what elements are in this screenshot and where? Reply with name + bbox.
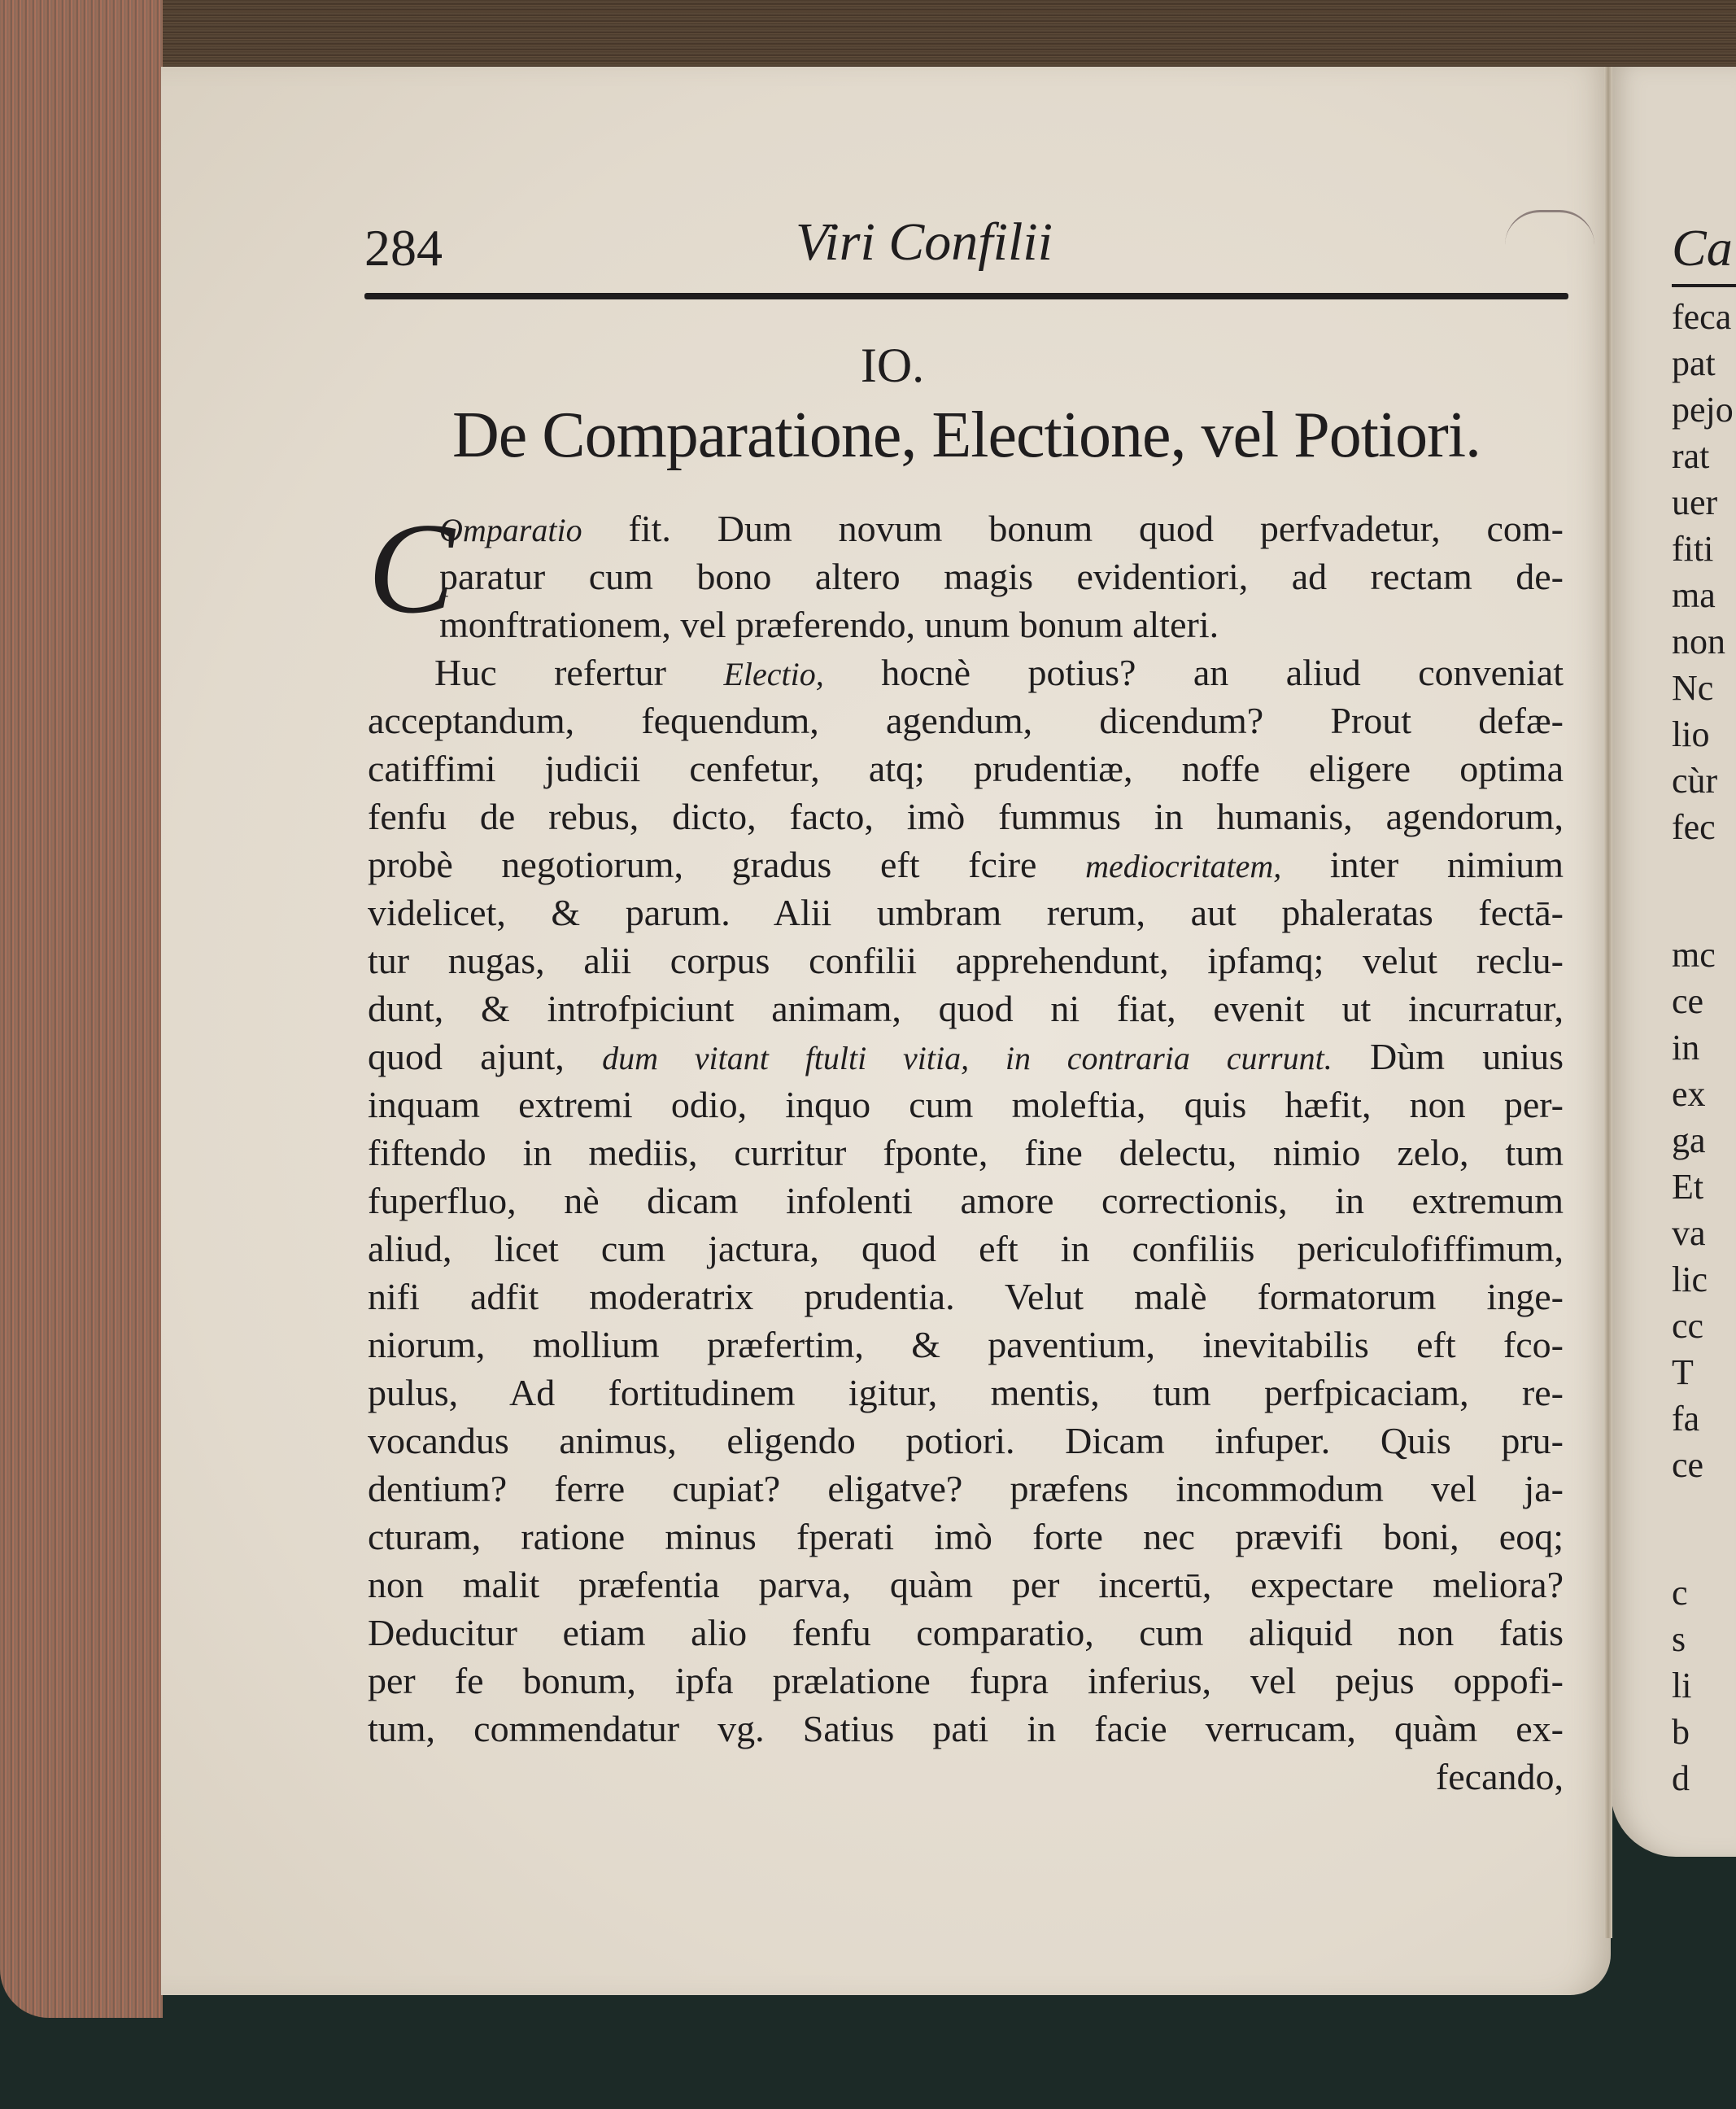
italic-phrase: mediocritatem, bbox=[1085, 848, 1282, 884]
text-line bbox=[368, 600, 1564, 648]
facing-text-fragment: ga bbox=[1672, 1120, 1706, 1160]
facing-text-fragment: non bbox=[1672, 622, 1725, 662]
facing-text-fragment: pejo bbox=[1672, 390, 1734, 430]
text-line bbox=[368, 1657, 1564, 1705]
text-run: Huc refertur bbox=[434, 652, 724, 693]
text-run: fit. Dum novum bonum quod perfvadetur, com- bbox=[582, 508, 1564, 549]
text-line bbox=[368, 1321, 1564, 1369]
text-run: per fe bonum, ipfa prælatione fupra inferius, vel pejus oppofi- bbox=[368, 1660, 1564, 1701]
facing-running-head: Ca bbox=[1672, 219, 1733, 277]
facing-header-rule bbox=[1672, 284, 1736, 287]
book-top-edge bbox=[0, 0, 1736, 77]
text-run: vocandus animus, eligendo potiori. Dicam infuper. Quis pru- bbox=[368, 1420, 1564, 1461]
facing-text-fragment: lio bbox=[1672, 714, 1710, 754]
body-text bbox=[368, 496, 1564, 1801]
text-line bbox=[368, 1177, 1564, 1225]
text-line bbox=[368, 648, 1564, 696]
facing-text-fragment: uer bbox=[1672, 482, 1718, 522]
facing-text-fragment: d bbox=[1672, 1758, 1690, 1798]
text-run: non malit præfentia parva, quàm per incertū, expectare meliora? bbox=[368, 1564, 1564, 1605]
facing-text-fragment: pat bbox=[1672, 343, 1716, 383]
text-run: Dùm unius bbox=[1332, 1036, 1564, 1077]
text-run: nifi adfit moderatrix prudentia. Velut malè formatorum inge- bbox=[368, 1276, 1564, 1317]
facing-text-fragment: Et bbox=[1672, 1167, 1704, 1207]
italic-phrase: dum vitant ftulti vitia, in contraria currunt. bbox=[602, 1040, 1333, 1076]
text-run: fiftendo in mediis, curritur fponte, fine delectu, nimio zelo, tum bbox=[368, 1132, 1564, 1173]
drop-cap: C bbox=[368, 496, 455, 640]
facing-text-fragment: fec bbox=[1672, 807, 1716, 847]
text-line bbox=[368, 1609, 1564, 1657]
text-run: cturam, ratione minus fperati imò forte nec prævifi boni, eoq; bbox=[368, 1516, 1564, 1557]
text-line bbox=[368, 1033, 1564, 1081]
text-run: acceptandum, fequendum, agendum, dicendum? Prout defæ- bbox=[368, 700, 1564, 741]
facing-page-text bbox=[1672, 216, 1736, 1801]
facing-text-fragment: Nc bbox=[1672, 668, 1714, 708]
catchword: fecando, bbox=[1435, 1756, 1564, 1797]
facing-text-fragment: ce bbox=[1672, 1445, 1704, 1485]
facing-text-fragment: li bbox=[1672, 1666, 1692, 1705]
text-line bbox=[368, 1225, 1564, 1273]
facing-text-fragment: lic bbox=[1672, 1260, 1708, 1299]
text-run: pulus, Ad fortitudinem igitur, mentis, tum perfpicaciam, re- bbox=[368, 1372, 1564, 1413]
facing-text-fragment: cùr bbox=[1672, 761, 1718, 801]
text-line bbox=[368, 793, 1564, 841]
text-line bbox=[368, 1273, 1564, 1321]
facing-text-fragment: c bbox=[1672, 1573, 1688, 1613]
text-line bbox=[368, 744, 1564, 793]
text-line bbox=[368, 696, 1564, 744]
facing-text-fragment: fiti bbox=[1672, 529, 1714, 569]
facing-text-fragment: va bbox=[1672, 1213, 1706, 1253]
running-head bbox=[364, 212, 1585, 283]
page-number: 284 bbox=[364, 219, 443, 277]
text-line bbox=[368, 504, 1564, 552]
text-run: Deducitur etiam alio fenfu comparatio, cum aliquid non fatis bbox=[368, 1612, 1564, 1653]
italic-phrase: Electio, bbox=[723, 656, 824, 692]
text-line bbox=[368, 1129, 1564, 1177]
facing-text-fragment: ma bbox=[1672, 575, 1716, 615]
text-line bbox=[368, 1705, 1564, 1753]
chapter-title: De Comparatione, Electione, vel Potiori. bbox=[451, 400, 1481, 471]
text-run: aliud, licet cum jactura, quod eft in confiliis periculofiffimum, bbox=[368, 1228, 1564, 1269]
facing-text-fragment: in bbox=[1672, 1028, 1700, 1068]
text-run: hocnè potius? an aliud conveniat bbox=[823, 652, 1564, 693]
header-rule bbox=[364, 293, 1568, 299]
facing-text-fragment: b bbox=[1672, 1712, 1690, 1752]
text-run: monftrationem, vel præferendo, unum bonum alteri. bbox=[439, 604, 1219, 645]
text-line bbox=[368, 1417, 1564, 1465]
facing-text-fragment: T bbox=[1672, 1352, 1694, 1392]
text-line bbox=[368, 937, 1564, 985]
text-run: probè negotiorum, gradus eft fcire bbox=[368, 844, 1086, 885]
running-title: Viri Confilii bbox=[796, 212, 1053, 272]
facing-text-fragment: cc bbox=[1672, 1306, 1704, 1346]
chapter-number: IO. bbox=[860, 338, 925, 392]
text-line bbox=[368, 841, 1564, 889]
text-run: dunt, & introfpiciunt animam, quod ni fiat, evenit ut incurratur, bbox=[368, 988, 1564, 1029]
italic-phrase: Omparatio bbox=[439, 512, 582, 548]
text-run: fuperfluo, nè dicam infolenti amore correctionis, in extremum bbox=[368, 1180, 1564, 1221]
facing-text-fragment: s bbox=[1672, 1619, 1686, 1659]
text-line bbox=[368, 1513, 1564, 1561]
facing-text-fragment: mc bbox=[1672, 935, 1716, 975]
text-line bbox=[368, 889, 1564, 937]
text-run: fenfu de rebus, dicto, facto, imò fummus in humanis, agendorum, bbox=[368, 796, 1564, 837]
text-run: dentium? ferre cupiat? eligatve? præfens incommodum vel ja- bbox=[368, 1468, 1564, 1509]
text-run: paratur cum bono altero magis evidentiori, ad rectam de- bbox=[439, 556, 1564, 597]
facing-text-fragment: fa bbox=[1672, 1399, 1700, 1439]
facing-text-fragment: rat bbox=[1672, 436, 1710, 476]
text-run: tur nugas, alii corpus confilii apprehendunt, ipfamq; velut reclu- bbox=[368, 940, 1564, 981]
text-run: videlicet, & parum. Alii umbram rerum, aut phaleratas fectā- bbox=[368, 892, 1564, 933]
text-line bbox=[368, 552, 1564, 600]
text-run: inquam extremi odio, inquo cum moleftia, quis hæfit, non per- bbox=[368, 1084, 1564, 1125]
text-line bbox=[368, 1561, 1564, 1609]
facing-text-fragment: ex bbox=[1672, 1074, 1706, 1114]
text-run: quod ajunt, bbox=[368, 1036, 603, 1077]
text-line bbox=[368, 1369, 1564, 1417]
facing-text-fragment: ce bbox=[1672, 981, 1704, 1021]
text-line bbox=[368, 985, 1564, 1033]
text-line bbox=[368, 1081, 1564, 1129]
text-line bbox=[368, 1465, 1564, 1513]
text-run: tum, commendatur vg. Satius pati in facie verrucam, quàm ex- bbox=[368, 1708, 1564, 1749]
facing-text-fragment: feca bbox=[1672, 297, 1732, 337]
book-page-edges bbox=[0, 0, 163, 2018]
text-run: niorum, mollium præfertim, & paventium, inevitabilis eft fco- bbox=[368, 1324, 1564, 1365]
text-run: catiffimi judicii cenfetur, atq; prudentiæ, noffe eligere optima bbox=[368, 748, 1564, 789]
text-run: inter nimium bbox=[1281, 844, 1564, 885]
